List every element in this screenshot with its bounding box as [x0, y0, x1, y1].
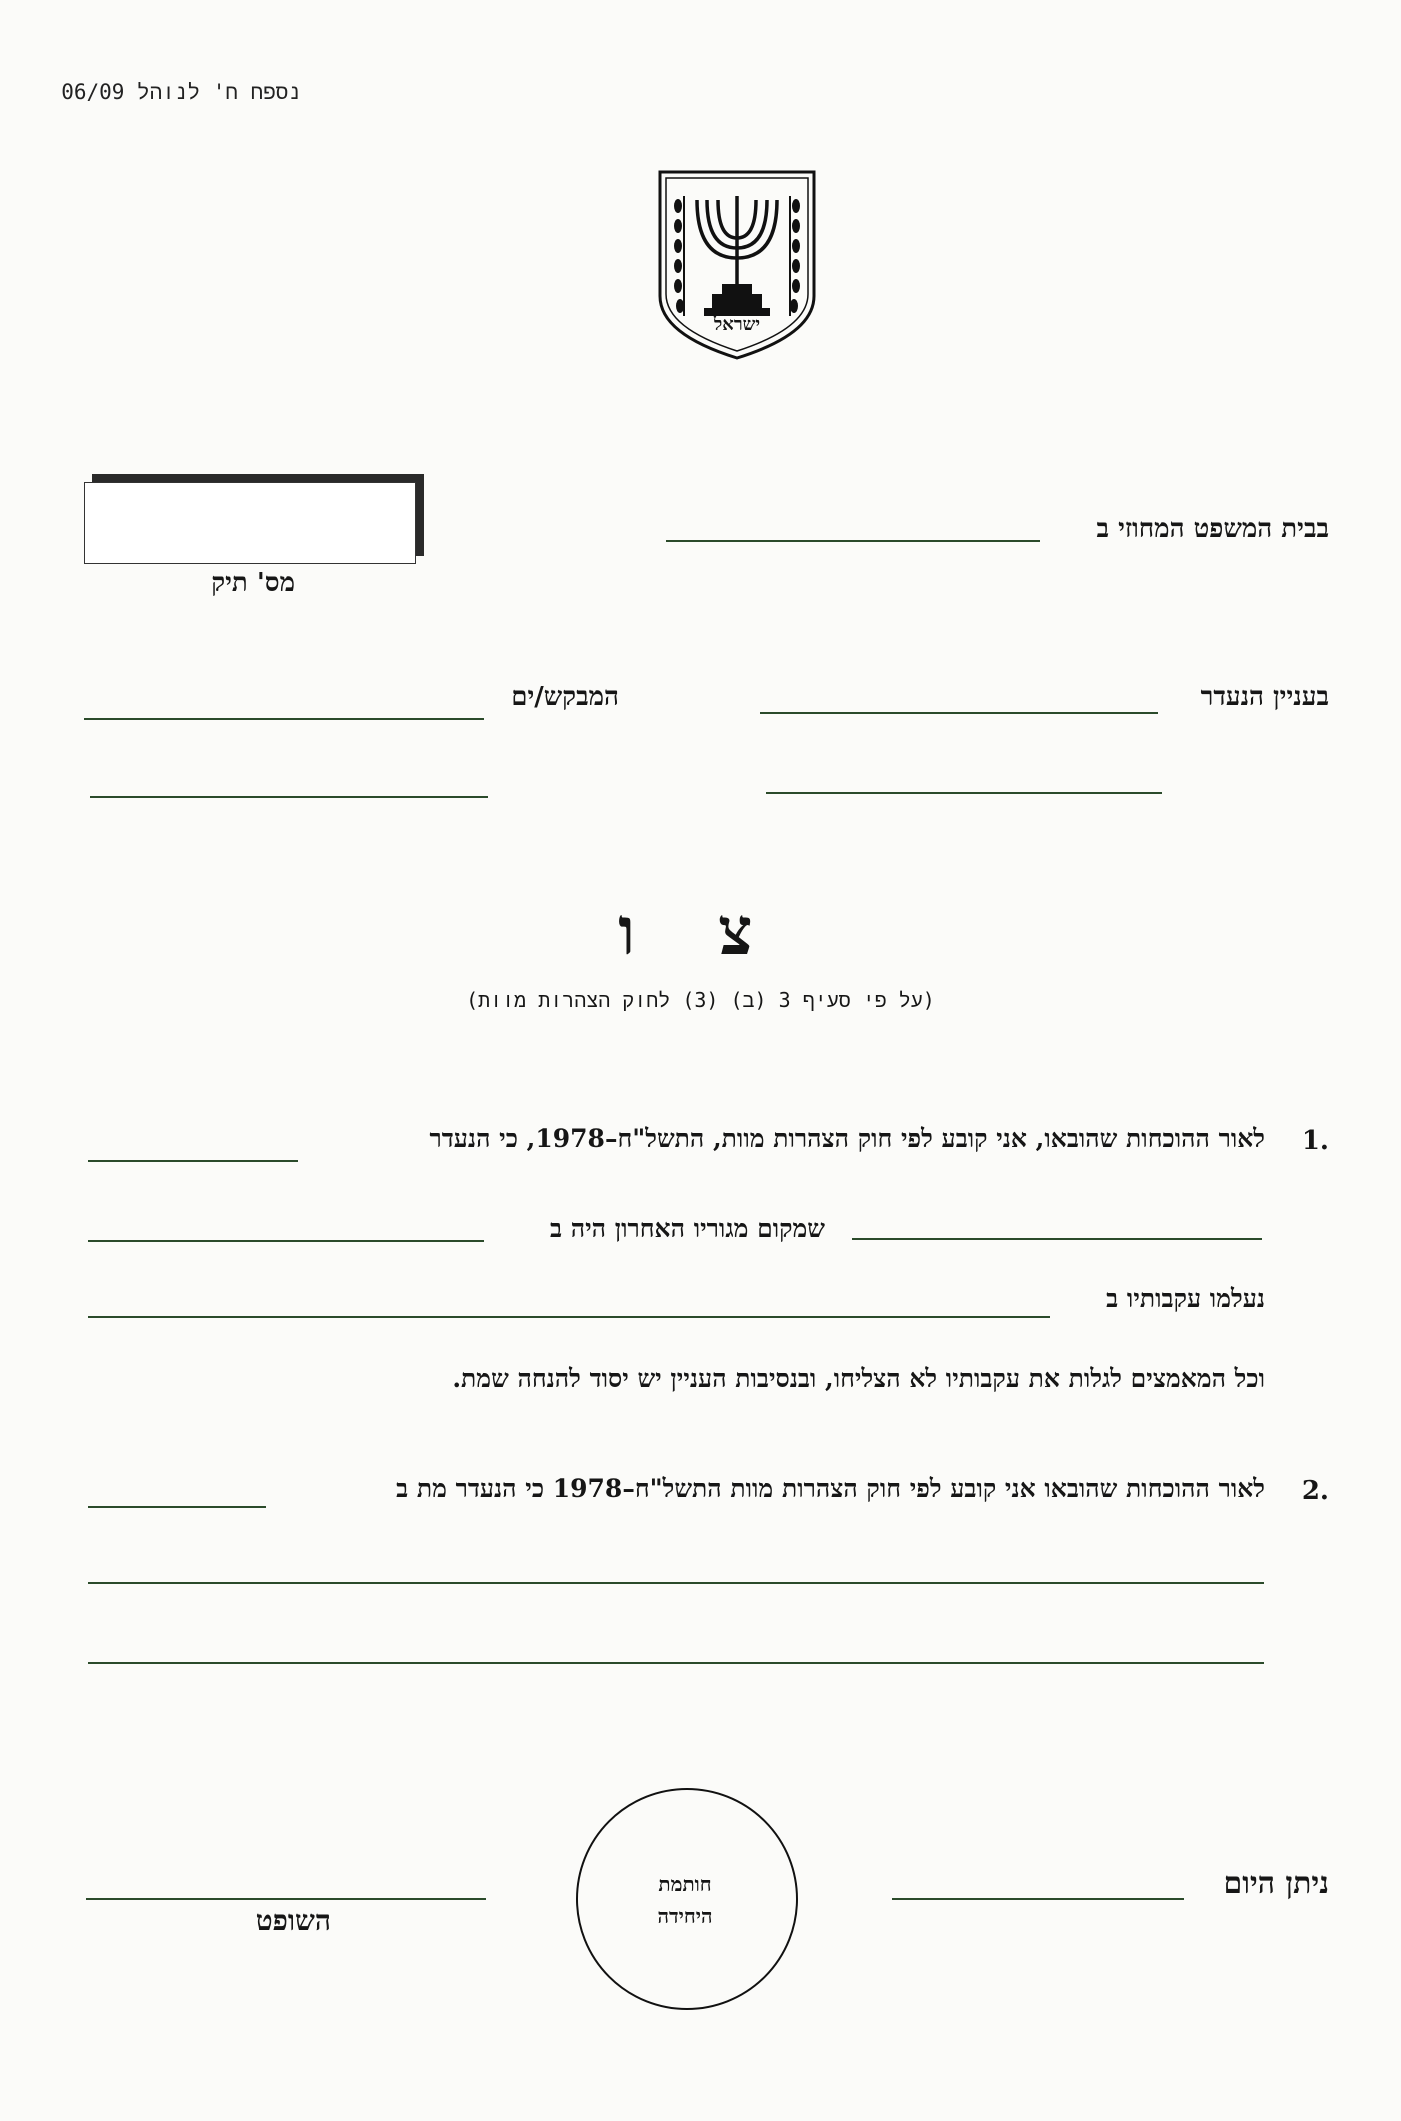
- judge-label: השופט: [255, 1904, 331, 1937]
- case-number-label: מס' תיק: [211, 568, 295, 598]
- clause-1-line-2: שמקום מגוריו האחרון היה ב: [549, 1214, 825, 1243]
- applicant-label: המבקש/ים: [511, 682, 619, 712]
- seal-label-line-2: היחידה: [657, 1904, 713, 1928]
- order-subtitle: (על פי סעיף 3 (ב) (3) לחוק הצהרות מוות): [466, 988, 935, 1012]
- seal-label-line-1: חותמת: [658, 1872, 712, 1896]
- absentee-label: בעניין הנעדר: [1200, 682, 1329, 712]
- clause-2-number: 2.: [1301, 1476, 1329, 1506]
- state-emblem: [656, 166, 818, 362]
- clause-1-disappearance-field[interactable]: [88, 1316, 1050, 1318]
- clause-2-field-line-3[interactable]: [88, 1662, 1264, 1664]
- annex-label: נספח ח' לנוהל 06/09: [61, 80, 301, 104]
- order-title: צ ו: [618, 892, 783, 970]
- court-label: בבית המשפט המחוזי ב: [1096, 514, 1329, 544]
- clause-2-field-line-2[interactable]: [88, 1582, 1264, 1584]
- unit-seal-circle: [576, 1788, 798, 2010]
- absentee-name-field[interactable]: [760, 712, 1158, 714]
- clause-1-residence-field[interactable]: [88, 1240, 484, 1242]
- clause-1-line-1: לאור ההוכחות שהובאו, אני קובע לפי חוק הצהרות מוות, התשל"ח–1978, כי הנעדר: [429, 1124, 1265, 1153]
- applicant-name-field[interactable]: [84, 718, 484, 720]
- clause-1-absentee-field[interactable]: [88, 1160, 298, 1162]
- absentee-name-field-2[interactable]: [766, 792, 1162, 794]
- clause-2-line-1: לאור ההוכחות שהובאו אני קובע לפי חוק הצהרות מוות התשל"ח–1978 כי הנעדר מת ב: [396, 1474, 1265, 1503]
- clause-1-line-3: נעלמו עקבותיו ב: [1106, 1284, 1265, 1313]
- clause-2-death-field[interactable]: [88, 1506, 266, 1508]
- case-number-box[interactable]: [84, 482, 416, 564]
- court-name-field[interactable]: [666, 540, 1040, 542]
- date-field[interactable]: [892, 1898, 1184, 1900]
- clause-1-line-4: וכל המאמצים לגלות את עקבותיו לא הצליחו, ובנסיבות העניין יש יסוד להנחה שמת.: [452, 1364, 1265, 1393]
- given-today-label: ניתן היום: [1223, 1866, 1329, 1901]
- clause-1-field-a[interactable]: [852, 1238, 1262, 1240]
- judge-signature-field[interactable]: [86, 1898, 486, 1900]
- emblem-caption: ישראל: [713, 314, 761, 335]
- applicant-name-field-2[interactable]: [90, 796, 488, 798]
- clause-1-number: 1.: [1301, 1126, 1329, 1156]
